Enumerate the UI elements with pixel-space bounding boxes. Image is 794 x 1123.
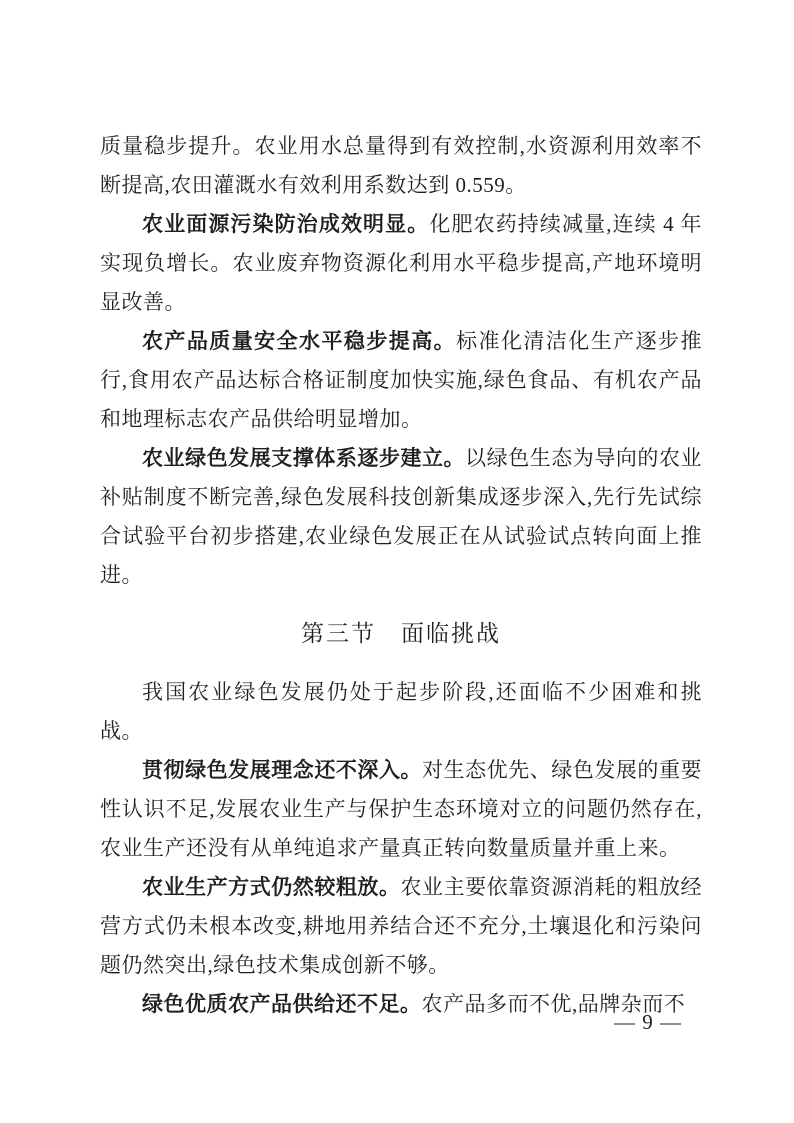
text-block — [100, 127, 702, 1024]
paragraph-lead: 农产品质量安全水平稳步提高。 — [142, 330, 457, 353]
paragraph-text: 质量稳步提升。农业用水总量得到有效控制,水资源利用效率不断提高,农田灌溉水有效利用系数达到 0.559。 — [100, 134, 702, 197]
paragraph — [100, 205, 702, 322]
paragraph-text: 农产品多而不优,品牌杂而不 — [421, 992, 686, 1016]
paragraph-text: 对生态优先、绿色发展的重要性认识不足,发展农业生产与保护生态环境对立的问题仍然存在,农业生产还没有从单纯追求产量真正转向数量质量并重上来。 — [100, 758, 703, 860]
paragraph-text: 以绿色生态为导向的农业补贴制度不断完善,绿色发展科技创新集成逐步深入,先行先试综合试验平台初步搭建,农业绿色发展正在从试验试点转向面上推进。 — [100, 446, 703, 587]
section-heading: 第三节 面临挑战 — [301, 621, 501, 646]
paragraph — [100, 751, 702, 868]
paragraph-lead: 农业绿色发展支撑体系逐步建立。 — [142, 447, 466, 470]
paragraph-lead: 绿色优质农产品供给还不足。 — [142, 993, 422, 1016]
paragraph — [100, 868, 702, 985]
paragraph — [100, 439, 702, 595]
paragraph-lead: 农业生产方式仍然较粗放。 — [142, 876, 401, 899]
paragraph — [100, 985, 702, 1024]
paragraph-lead: 贯彻绿色发展理念还不深入。 — [142, 759, 423, 782]
paragraph-lead: 农业面源污染防治成效明显。 — [142, 213, 430, 236]
paragraph — [100, 322, 702, 439]
paragraph — [100, 127, 702, 205]
paragraph-text: 标准化清洁化生产逐步推行,食用农产品达标合格证制度加快实施,绿色食品、有机农产品和地理标志农产品供给明显增加。 — [100, 329, 702, 431]
page-number: — 9 — — [614, 1010, 682, 1034]
paragraph-text: 我国农业绿色发展仍处于起步阶段,还面临不少困难和挑战。 — [100, 680, 702, 743]
paragraph-text: 农业主要依靠资源消耗的粗放经营方式仍未根本改变,耕地用养结合还不充分,土壤退化和污染问题仍然突出,绿色技术集成创新不够。 — [100, 875, 703, 977]
paragraph — [100, 673, 702, 751]
paragraph-text: 化肥农药持续减量,连续 4 年实现负增长。农业废弃物资源化利用水平稳步提高,产地环境明显改善。 — [100, 212, 702, 314]
